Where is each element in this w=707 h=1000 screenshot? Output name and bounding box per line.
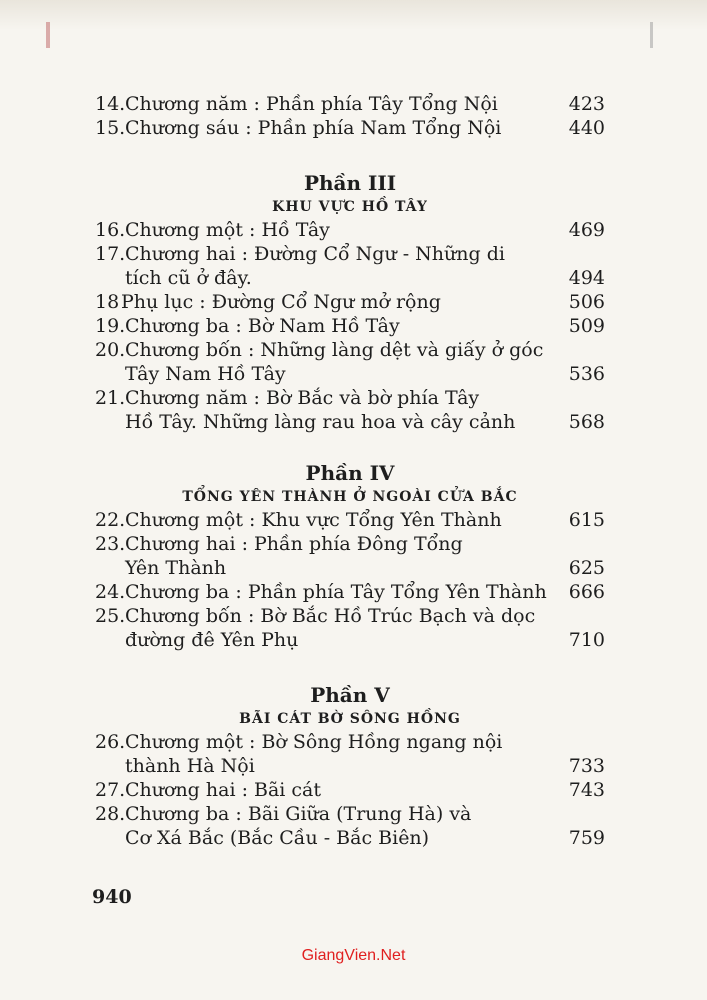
entry-page: 506 [568, 291, 605, 313]
entry-page: 423 [568, 93, 605, 115]
watermark-text: GiangVien.Net [301, 947, 406, 964]
toc-entry-continuation [95, 628, 605, 652]
entry-number: 21. [95, 387, 126, 409]
entry-title: Phụ lục : Đường Cổ Ngư mở rộng [121, 291, 441, 313]
toc-entry [95, 778, 605, 802]
entry-title: Chương ba : Phần phía Tây Tổng Yên Thành [125, 581, 547, 603]
toc-entry [95, 802, 605, 826]
scan-mark-left [46, 22, 50, 48]
entry-title-continued: Hồ Tây. Những làng rau hoa và cây cảnh [125, 411, 516, 433]
toc-entry [95, 314, 605, 338]
toc-entry [95, 386, 605, 410]
toc-entry [95, 92, 605, 116]
entry-page: 743 [568, 779, 605, 801]
toc-entry [95, 218, 605, 242]
entry-title-continued: Cơ Xá Bắc (Bắc Cầu - Bắc Biên) [125, 827, 430, 849]
entry-title: Chương ba : Bãi Giữa (Trung Hà) và [125, 803, 472, 825]
entry-title: Chương ba : Bờ Nam Hồ Tây [125, 315, 400, 337]
entry-page: 509 [568, 315, 605, 337]
entry-title: Chương hai : Bãi cát [125, 779, 322, 801]
entry-number: 24. [95, 581, 126, 603]
part-subtitle: KHU VỰC HỒ TÂY [272, 199, 428, 215]
entry-page: 625 [568, 557, 605, 579]
toc-entry [95, 604, 605, 628]
entry-page: 469 [568, 219, 605, 241]
part-subtitle: TỔNG YÊN THÀNH Ở NGOÀI CỬA BẮC [182, 489, 518, 505]
toc-entry-continuation [95, 556, 605, 580]
entry-page: 733 [568, 755, 605, 777]
entry-page: 568 [568, 411, 605, 433]
toc-entry [95, 730, 605, 754]
toc-entry [95, 338, 605, 362]
entry-number: 19. [95, 315, 126, 337]
entry-page: 759 [568, 827, 605, 849]
entry-number: 22. [95, 509, 126, 531]
part-heading: Phần V [310, 683, 390, 707]
entry-title-continued: tích cũ ở đây. [125, 267, 252, 289]
entry-number: 28. [95, 803, 126, 825]
entry-number: 23. [95, 533, 126, 555]
entry-title-continued: đường đê Yên Phụ [125, 629, 299, 651]
page-number: 940 [92, 886, 132, 908]
entry-number: 14. [95, 93, 126, 115]
entry-number: 26. [95, 731, 126, 753]
entry-title: Chương một : Bờ Sông Hồng ngang nội [125, 731, 503, 753]
part-subtitle: BÃI CÁT BỜ SÔNG HỒNG [239, 711, 461, 727]
entry-page: 536 [568, 363, 605, 385]
part-heading: Phần IV [305, 461, 395, 485]
entry-page: 710 [568, 629, 605, 651]
toc-entry-continuation [95, 266, 605, 290]
entry-page: 615 [568, 509, 605, 531]
entry-title: Chương bốn : Những làng dệt và giấy ở góc [125, 339, 544, 361]
table-of-contents [95, 92, 605, 850]
entry-number: 20. [95, 339, 126, 361]
toc-entry [95, 116, 605, 140]
entry-title-continued: Yên Thành [125, 557, 227, 579]
toc-entry [95, 532, 605, 556]
toc-entry-continuation [95, 754, 605, 778]
entry-page: 666 [568, 581, 605, 603]
toc-entry-continuation [95, 826, 605, 850]
toc-entry-continuation [95, 410, 605, 434]
entry-title: Chương năm : Bờ Bắc và bờ phía Tây [125, 387, 480, 409]
entry-title: Chương năm : Phần phía Tây Tổng Nội [125, 93, 498, 115]
toc-entry [95, 242, 605, 266]
part-heading: Phần III [303, 171, 397, 195]
toc-entry [95, 508, 605, 532]
toc-entry [95, 580, 605, 604]
entry-number: 15. [95, 117, 126, 139]
entry-number: 16. [95, 219, 126, 241]
entry-title: Chương một : Hồ Tây [125, 219, 330, 241]
entry-title: Chương sáu : Phần phía Nam Tổng Nội [125, 117, 502, 139]
entry-number: 25. [95, 605, 126, 627]
entry-title: Chương hai : Đường Cổ Ngư - Những di [125, 243, 505, 265]
page-top-edge [0, 0, 707, 30]
entry-title: Chương hai : Phần phía Đông Tổng [125, 533, 463, 555]
entry-title-continued: Tây Nam Hồ Tây [125, 363, 286, 385]
entry-number: 17. [95, 243, 126, 265]
entry-page: 440 [568, 117, 605, 139]
toc-entry-continuation [95, 362, 605, 386]
scan-mark-right [650, 22, 653, 48]
toc-entry [95, 290, 605, 314]
entry-number: 27. [95, 779, 126, 801]
entry-title: Chương một : Khu vực Tổng Yên Thành [125, 509, 502, 531]
entry-title-continued: thành Hà Nội [125, 755, 255, 777]
entry-number: 18 [95, 291, 120, 313]
entry-page: 494 [568, 267, 605, 289]
entry-title: Chương bốn : Bờ Bắc Hồ Trúc Bạch và dọc [125, 605, 536, 627]
